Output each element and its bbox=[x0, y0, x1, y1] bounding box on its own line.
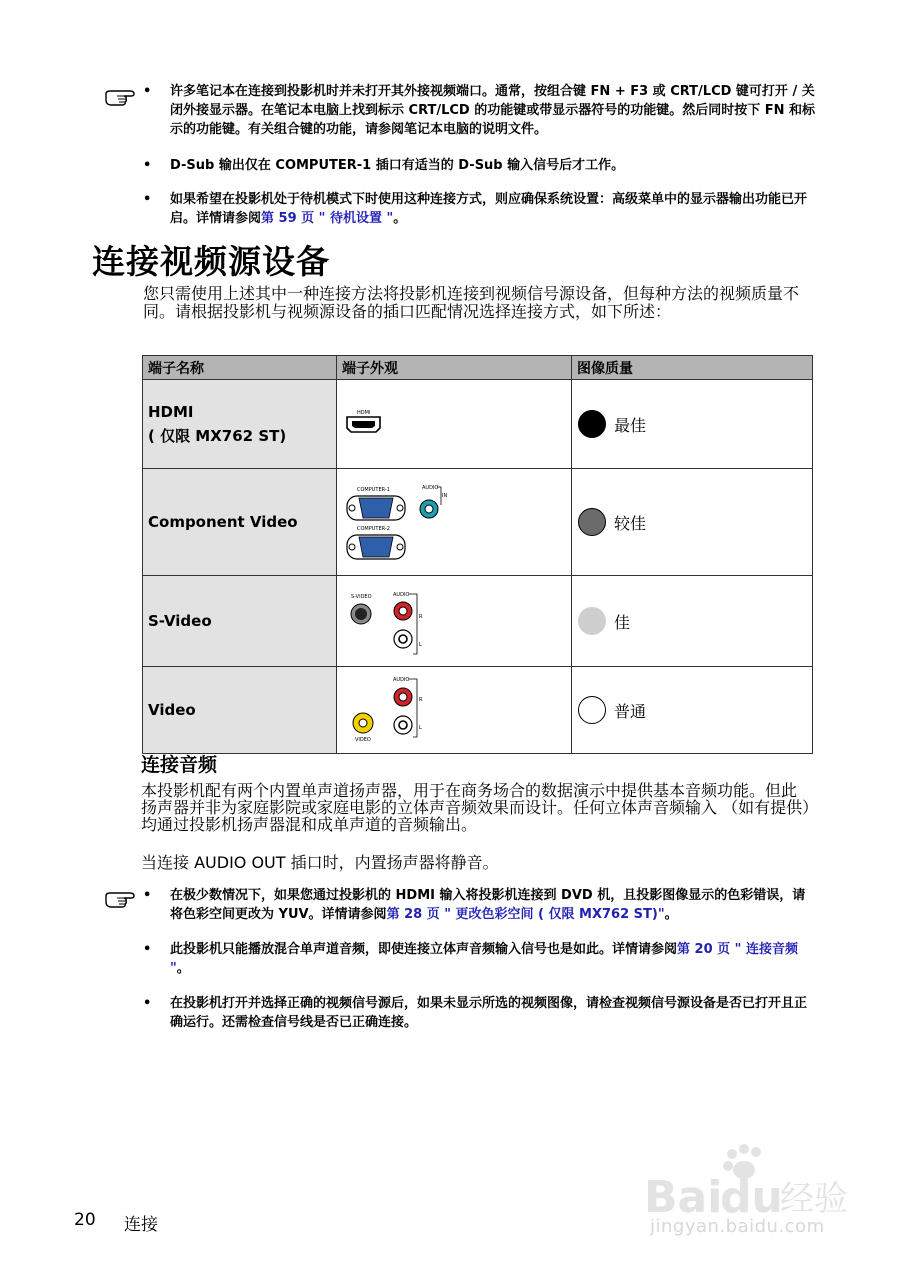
note-text: 如果希望在投影机处于待机模式下时使用这种连接方式，则应确保系统设置：高级菜单中的显示器输出功能已开启。详情请参阅 bbox=[170, 192, 808, 226]
bullet: • bbox=[143, 158, 152, 173]
svg-text:S-VIDEO: S-VIDEO bbox=[351, 594, 372, 600]
audio-paragraph-2: 当连接 AUDIO OUT 插口时，内置扬声器将静音。 bbox=[141, 853, 499, 872]
page-link-colorspace[interactable]: 第 28 页 " 更改色彩空间 ( 仅限 MX762 ST)" bbox=[386, 907, 665, 922]
video-port-illustration bbox=[337, 667, 572, 754]
page-title: 连接视频源设备 bbox=[92, 242, 330, 281]
note-text: 此投影机只能播放混合单声道音频，即使连接立体声音频输入信号也是如此。详情请参阅 bbox=[170, 942, 678, 957]
svg-text:AUDIO: AUDIO bbox=[422, 485, 439, 491]
quality-cell: 普通 bbox=[572, 667, 813, 754]
quality-cell: 较佳 bbox=[572, 469, 813, 576]
bullet: • bbox=[143, 942, 152, 957]
svg-text:AUDIO: AUDIO bbox=[393, 677, 410, 683]
svg-text:L: L bbox=[419, 642, 422, 648]
col-header-look: 端子外观 bbox=[337, 356, 572, 380]
quality-dot bbox=[578, 410, 606, 438]
intro-paragraph: 您只需使用上述其中一种连接方法将投影机连接到视频信号源设备，但每种方法的视频质量不同。请根据投影机与视频源设备的插口匹配情况选择连接方式，如下所述： bbox=[143, 284, 800, 321]
table-row-name: Component Video bbox=[143, 469, 337, 576]
svg-text:R: R bbox=[419, 614, 423, 620]
port-table bbox=[142, 355, 813, 754]
audio-heading: 连接音频 bbox=[141, 754, 218, 776]
svg-text:R: R bbox=[419, 697, 423, 703]
note-tail: 。 bbox=[176, 961, 190, 976]
quality-dot bbox=[578, 607, 606, 635]
watermark-url: jingyan.baidu.com bbox=[650, 1216, 825, 1237]
svg-text:du: du bbox=[720, 1172, 783, 1223]
hdmi-port-illustration bbox=[337, 380, 572, 469]
quality-cell: 最佳 bbox=[572, 380, 813, 469]
svg-text:IN: IN bbox=[442, 493, 448, 499]
note-text: 在投影机打开并选择正确的视频信号源后，如果未显示所选的视频图像，请检查视频信号源设备是否已打开且正确运行。还需检查信号线是否已正确连接。 bbox=[170, 996, 808, 1030]
page-link-standby[interactable]: 第 59 页 " 待机设置 " bbox=[261, 211, 394, 226]
col-header-name: 端子名称 bbox=[143, 356, 337, 380]
svideo-port-illustration bbox=[337, 576, 572, 667]
hdmi-label: HDMI bbox=[357, 410, 371, 416]
bullet: • bbox=[143, 888, 152, 903]
note-hand-icon bbox=[104, 86, 138, 108]
bullet: • bbox=[143, 192, 152, 207]
note-tail: 。 bbox=[393, 211, 407, 226]
bullet: • bbox=[143, 996, 152, 1011]
note-tail: 。 bbox=[664, 907, 678, 922]
table-row-name: HDMI ( 仅限 MX762 ST) bbox=[143, 380, 337, 469]
bullet: • bbox=[143, 84, 152, 99]
svg-text:COMPUTER-1: COMPUTER-1 bbox=[357, 487, 390, 493]
note-hand-icon bbox=[104, 888, 138, 910]
svg-text:Bai: Bai bbox=[644, 1172, 723, 1223]
page-link-audio[interactable]: 第 20 页 " 连接音频 " bbox=[170, 942, 798, 976]
note-text: D-Sub 输出仅在 COMPUTER-1 插口有适当的 D-Sub 输入信号后才工作。 bbox=[170, 158, 625, 173]
svg-text:VIDEO: VIDEO bbox=[355, 737, 371, 743]
quality-dot bbox=[578, 696, 606, 724]
table-row-name: S-Video bbox=[143, 576, 337, 667]
footer-section: 连接 bbox=[124, 1215, 158, 1235]
component-port-illustration bbox=[337, 469, 572, 576]
table-row-name: Video bbox=[143, 667, 337, 754]
svg-text:L: L bbox=[419, 725, 422, 731]
svg-text:经验: 经验 bbox=[780, 1179, 848, 1219]
page-number: 20 bbox=[74, 1210, 96, 1230]
col-header-quality: 图像质量 bbox=[572, 356, 813, 380]
note-text: 许多笔记本在连接到投影机时并未打开其外接视频端口。通常，按组合键 FN + F3 或 CRT/LCD 键可打开 / 关闭外接显示器。在笔记本电脑上找到标示 CRT/LCD 的功能键或带显示器符号的功能键。然后同时按下 FN 和标示的功能键。有关组合键的功能，请参阅笔记本电脑的说明文件。 bbox=[170, 84, 816, 137]
svg-text:AUDIO: AUDIO bbox=[393, 592, 410, 598]
quality-cell: 佳 bbox=[572, 576, 813, 667]
note-text: 在极少数情况下，如果您通过投影机的 HDMI 输入将投影机连接到 DVD 机，且投影图像显示的色彩错误，请将色彩空间更改为 YUV。详情请参阅 bbox=[170, 888, 806, 922]
audio-paragraph-1: 本投影机配有两个内置单声道扬声器，用于在商务场合的数据演示中提供基本音频功能。但此扬声器并非为家庭影院或家庭电影的立体声音频效果而设计。任何立体声音频输入 （如有提供）均通过投影机扬声器混和成单声道的音频输出。 bbox=[141, 781, 811, 834]
quality-dot bbox=[578, 508, 606, 536]
svg-text:COMPUTER-2: COMPUTER-2 bbox=[357, 526, 390, 532]
